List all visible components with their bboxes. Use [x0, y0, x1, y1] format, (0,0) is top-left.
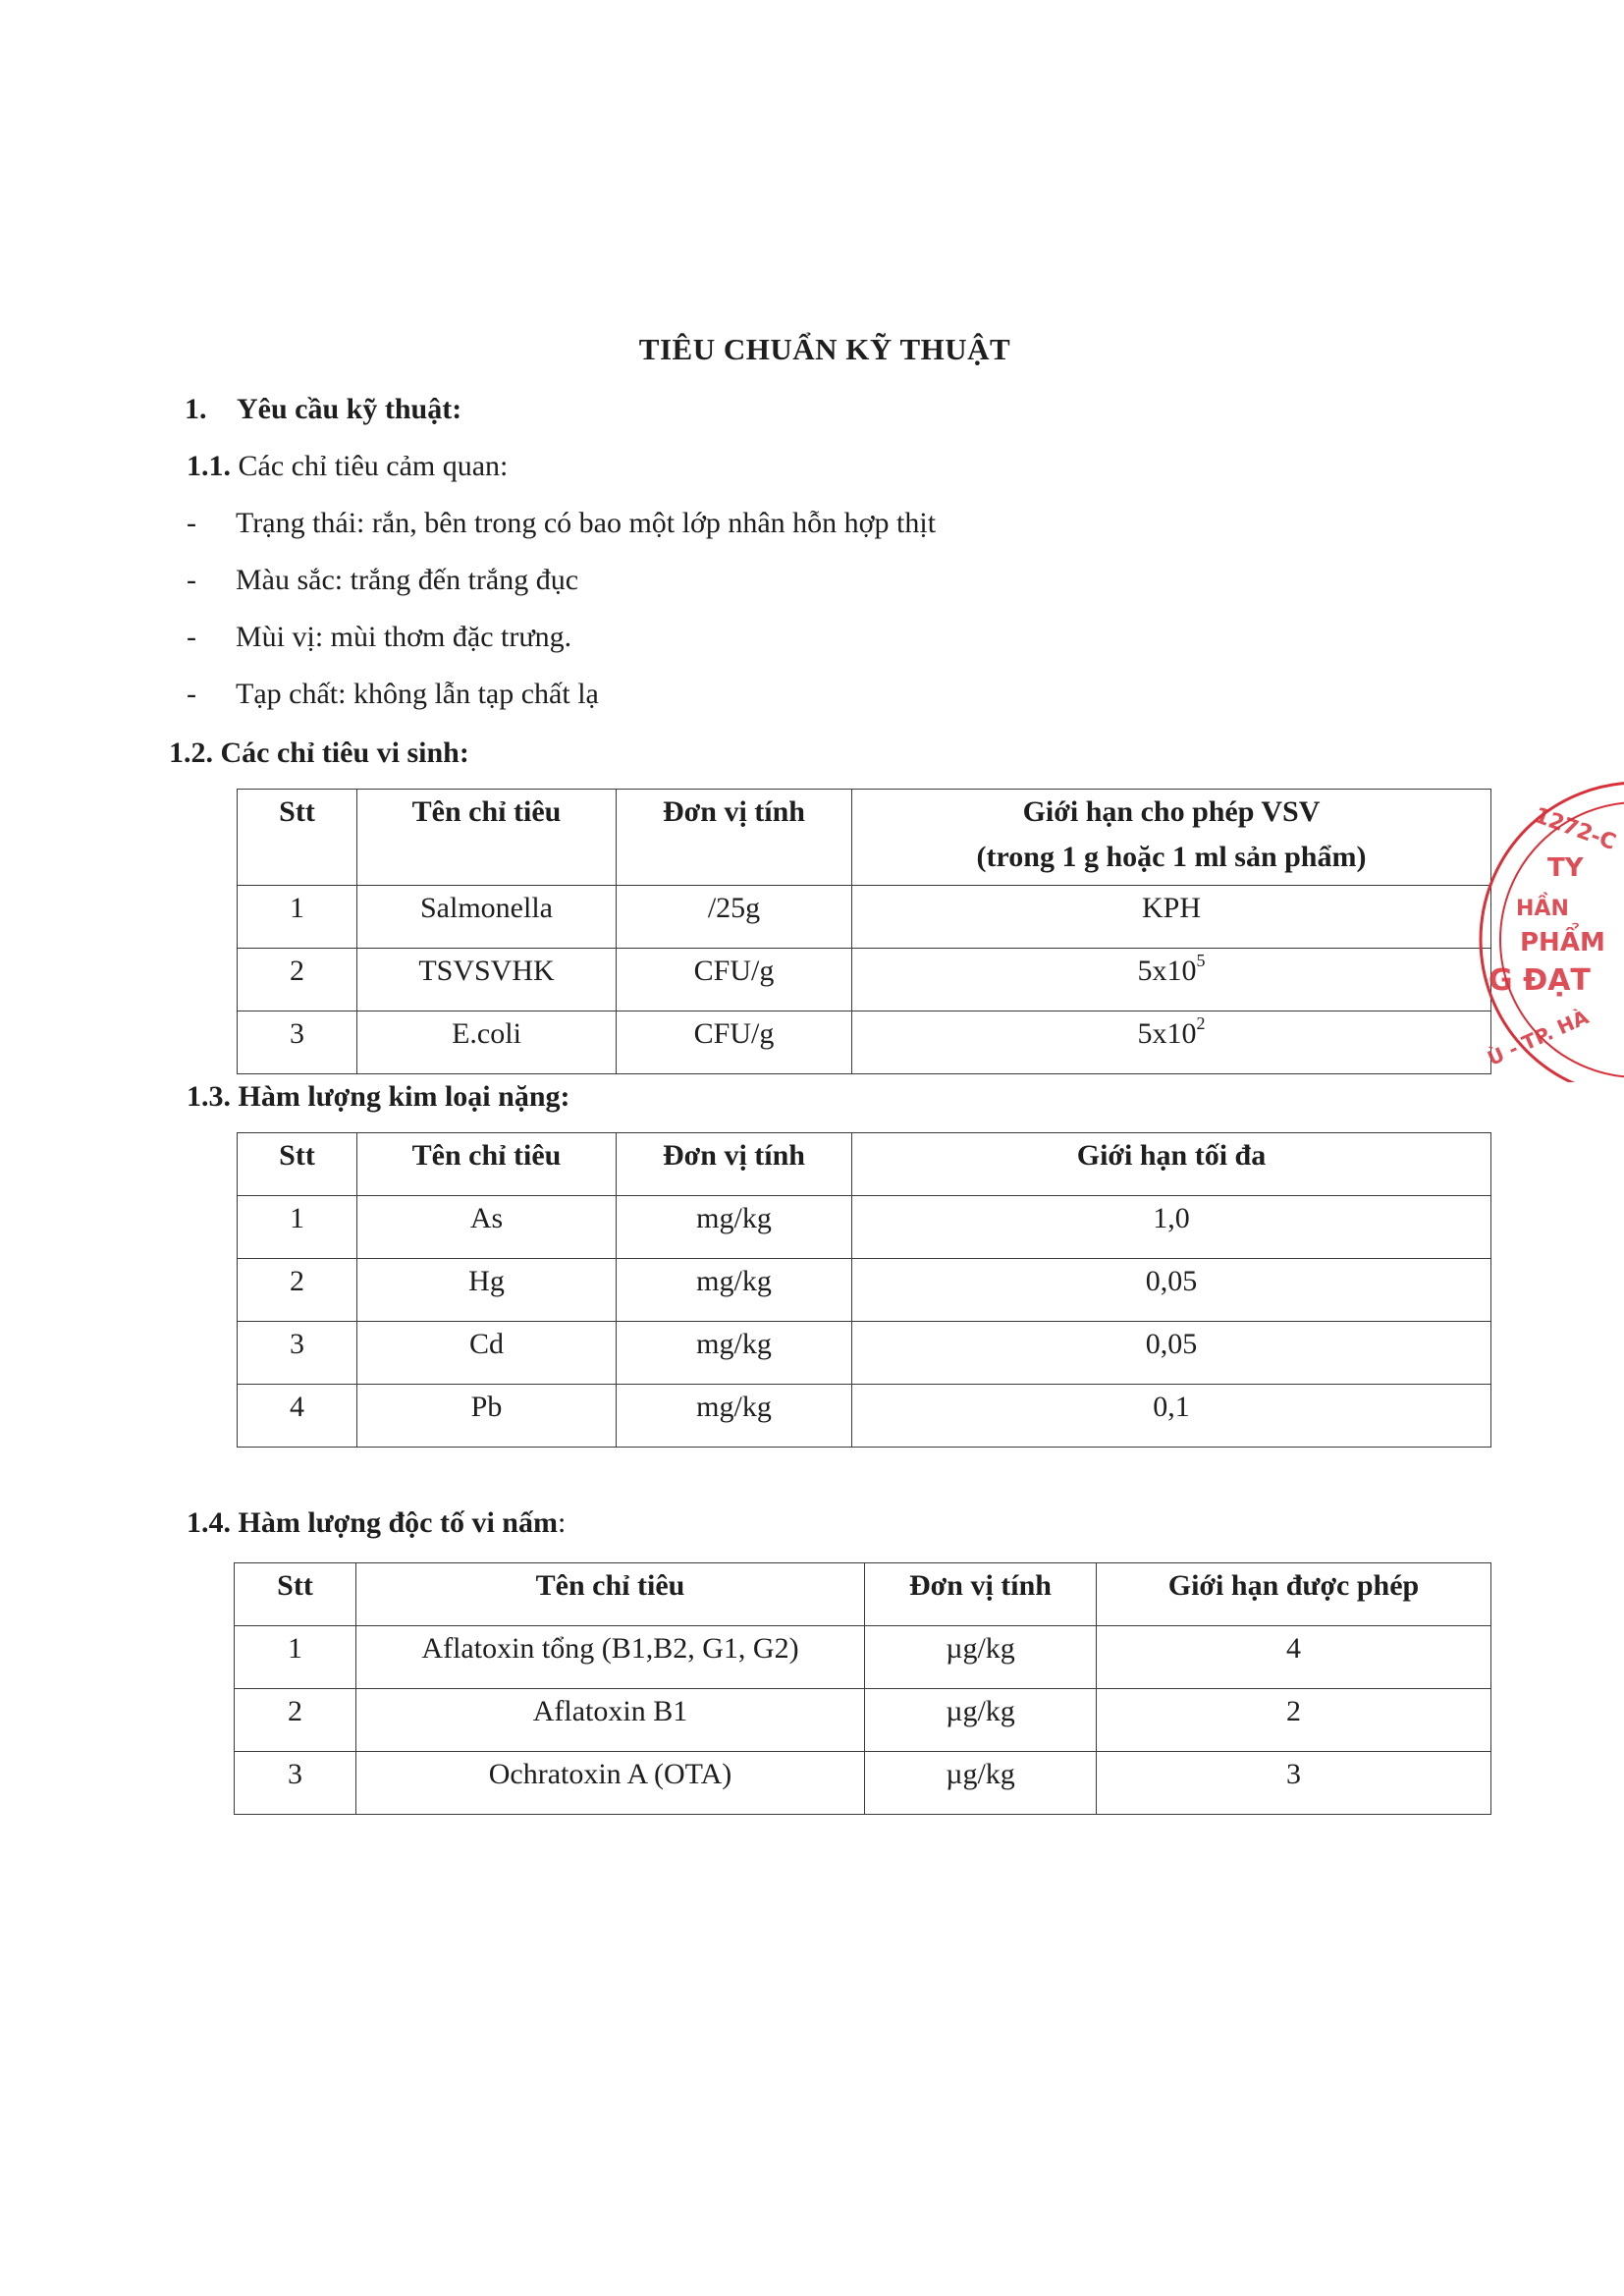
bullet-dash: -: [187, 564, 196, 596]
sensory-heading: [187, 450, 508, 483]
cell-limit: 3: [1097, 1752, 1491, 1815]
header-limit: [852, 790, 1491, 886]
sensory-item: [187, 621, 571, 654]
sensory-item-text: Tạp chất: không lẫn tạp chất lạ: [236, 678, 599, 710]
table-row: [238, 1011, 1491, 1074]
header-unit: Đơn vị tính: [865, 1563, 1097, 1626]
cell-stt: 1: [235, 1626, 356, 1689]
limit-value: 5x10: [1137, 955, 1197, 987]
cell-stt: 3: [235, 1752, 356, 1815]
cell-stt: 3: [238, 1322, 357, 1385]
section-1-number: 1.: [185, 393, 207, 425]
table-row: [235, 1626, 1491, 1689]
table-row: [235, 1752, 1491, 1815]
cell-name: TSVSVHK: [357, 949, 617, 1011]
metals-heading: 1.3. Hàm lượng kim loại nặng:: [187, 1080, 570, 1113]
table-row: [238, 1322, 1491, 1385]
cell-unit: mg/kg: [617, 1385, 852, 1448]
cell-name: Hg: [357, 1259, 617, 1322]
section-1-heading: [185, 393, 461, 426]
header-limit: Giới hạn tối đa: [852, 1133, 1491, 1196]
mycotoxin-table: [234, 1562, 1491, 1815]
mycotoxin-heading-text: 1.4. Hàm lượng độc tố vi nấm: [187, 1506, 558, 1539]
cell-unit: CFU/g: [617, 949, 852, 1011]
cell-limit: [852, 886, 1491, 949]
cell-unit: µg/kg: [865, 1689, 1097, 1752]
cell-limit: [852, 1011, 1491, 1074]
stamp-text-line: TY: [1547, 853, 1584, 883]
cell-name: Salmonella: [357, 886, 617, 949]
stamp-text-line: 1272-C: [1531, 802, 1619, 856]
stamp-text-line: HẦN: [1516, 897, 1569, 921]
limit-value: KPH: [1141, 892, 1201, 924]
cell-name: E.coli: [357, 1011, 617, 1074]
stamp-text-line: PHẨM: [1520, 928, 1605, 957]
sensory-heading-number: 1.1.: [187, 450, 231, 482]
cell-name: Ochratoxin A (OTA): [356, 1752, 865, 1815]
cell-stt: 4: [238, 1385, 357, 1448]
cell-unit: µg/kg: [865, 1752, 1097, 1815]
cell-limit: 0,05: [852, 1259, 1491, 1322]
header-name: Tên chỉ tiêu: [357, 790, 617, 886]
cell-stt: 2: [235, 1689, 356, 1752]
mycotoxin-heading: [187, 1506, 566, 1540]
header-unit: Đơn vị tính: [617, 790, 852, 886]
header-name: Tên chỉ tiêu: [357, 1133, 617, 1196]
cell-name: Aflatoxin B1: [356, 1689, 865, 1752]
company-stamp: [1461, 768, 1624, 1082]
table-row: [238, 1259, 1491, 1322]
cell-limit: 0,1: [852, 1385, 1491, 1448]
table-row: [238, 886, 1491, 949]
header-unit: Đơn vị tính: [617, 1133, 852, 1196]
sensory-item-text: Mùi vị: mùi thơm đặc trưng.: [236, 621, 572, 653]
limit-exponent: 2: [1196, 1013, 1206, 1033]
cell-limit: 2: [1097, 1689, 1491, 1752]
table-header-row: [235, 1563, 1491, 1626]
section-1-text: Yêu cầu kỹ thuật:: [237, 393, 462, 425]
cell-name: Aflatoxin tổng (B1,B2, G1, G2): [356, 1626, 865, 1689]
cell-stt: 2: [238, 949, 357, 1011]
stamp-text-line: Ù - TP. HÀ: [1484, 1005, 1593, 1070]
limit-exponent: 5: [1196, 951, 1206, 970]
cell-stt: 1: [238, 1196, 357, 1259]
cell-unit: µg/kg: [865, 1626, 1097, 1689]
cell-limit: [852, 949, 1491, 1011]
table-row: [235, 1689, 1491, 1752]
cell-name: Cd: [357, 1322, 617, 1385]
microbio-heading: 1.2. Các chỉ tiêu vi sinh:: [169, 737, 469, 769]
document-title: TIÊU CHUẨN KỸ THUẬT: [638, 332, 1011, 366]
cell-name: As: [357, 1196, 617, 1259]
cell-name: Pb: [357, 1385, 617, 1448]
cell-unit: mg/kg: [617, 1196, 852, 1259]
header-limit-line2: (trong 1 g hoặc 1 ml sản phẩm): [976, 841, 1367, 873]
header-stt: Stt: [235, 1563, 356, 1626]
cell-stt: 1: [238, 886, 357, 949]
cell-unit: mg/kg: [617, 1259, 852, 1322]
cell-unit: CFU/g: [617, 1011, 852, 1074]
table-row: [238, 1385, 1491, 1448]
table-row: [238, 949, 1491, 1011]
header-stt: Stt: [238, 790, 357, 886]
sensory-item-text: Màu sắc: trắng đến trắng đục: [236, 564, 579, 596]
sensory-item: [187, 507, 936, 540]
cell-limit: 4: [1097, 1626, 1491, 1689]
limit-value: 5x10: [1137, 1017, 1197, 1050]
mycotoxin-heading-colon: :: [557, 1506, 567, 1539]
stamp-text-line: G ĐẠT: [1489, 963, 1591, 998]
header-limit-line1: Giới hạn cho phép VSV: [1022, 795, 1321, 828]
bullet-dash: -: [187, 678, 196, 710]
cell-limit: 1,0: [852, 1196, 1491, 1259]
sensory-item: [187, 678, 599, 711]
metals-table: [237, 1132, 1491, 1448]
cell-unit: mg/kg: [617, 1322, 852, 1385]
microbio-table: [237, 789, 1491, 1074]
cell-limit: 0,05: [852, 1322, 1491, 1385]
bullet-dash: -: [187, 621, 196, 653]
sensory-item: [187, 564, 578, 597]
sensory-heading-text: Các chỉ tiêu cảm quan:: [238, 450, 509, 482]
header-name: Tên chỉ tiêu: [356, 1563, 865, 1626]
cell-unit: /25g: [617, 886, 852, 949]
cell-stt: 2: [238, 1259, 357, 1322]
table-row: [238, 1196, 1491, 1259]
table-header-row: [238, 790, 1491, 886]
bullet-dash: -: [187, 507, 196, 539]
sensory-item-text: Trạng thái: rắn, bên trong có bao một lớp nhân hỗn hợp thịt: [236, 507, 937, 539]
table-header-row: [238, 1133, 1491, 1196]
header-stt: Stt: [238, 1133, 357, 1196]
cell-stt: 3: [238, 1011, 357, 1074]
header-limit: Giới hạn được phép: [1097, 1563, 1491, 1626]
